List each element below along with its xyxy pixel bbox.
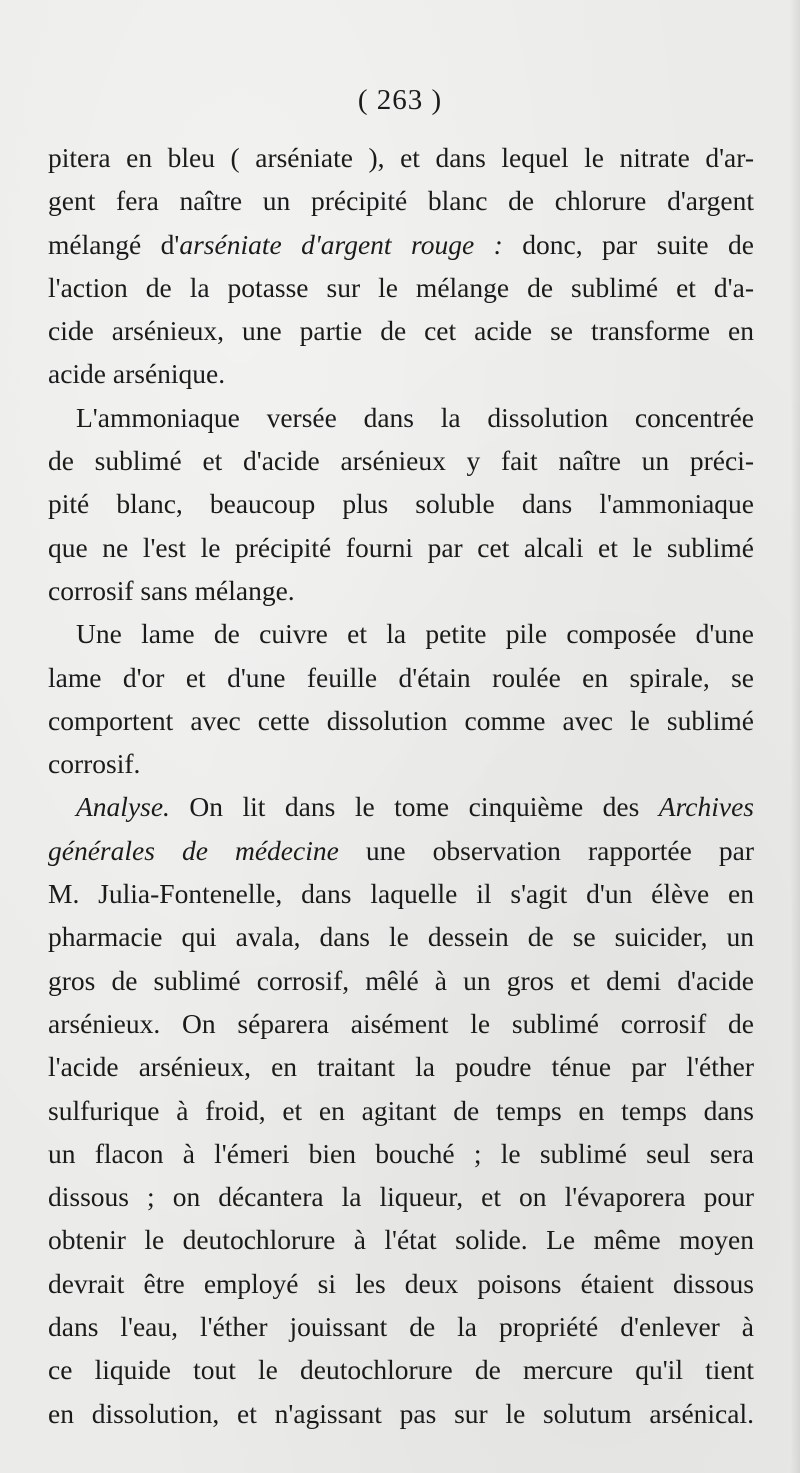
- text-line: [48, 482, 754, 525]
- text-segment: Une lame de cuivre et la petite pile composée d'une: [76, 618, 754, 650]
- text-segment: que ne l'est le précipité fourni par cet alcali et le sublimé: [48, 531, 754, 563]
- text-segment: gros de sublimé corrosif, mêlé à un gros et demi d'acide: [48, 964, 754, 996]
- text-segment: sulfurique à froid, et en agitant de temps en temps dans: [48, 1094, 754, 1126]
- text-line: [48, 872, 754, 915]
- text-segment: On lit dans le tome cinquième des: [169, 791, 659, 823]
- text-line: [48, 1175, 754, 1218]
- text-segment: une observation rapportée par: [338, 834, 754, 866]
- text-line: [48, 223, 754, 266]
- text-line: [48, 396, 754, 439]
- text-line: [48, 1045, 754, 1088]
- text-segment: donc, par suite de: [502, 228, 754, 260]
- text-line: [48, 1002, 754, 1045]
- text-line: [48, 829, 754, 872]
- text-line: [48, 266, 754, 309]
- text-line: [48, 959, 754, 1002]
- text-line: [48, 699, 754, 742]
- text-segment: un flacon à l'émeri bien bouché ; le sublimé seul sera: [48, 1137, 754, 1169]
- text-segment: pité blanc, beaucoup plus soluble dans l'ammoniaque: [48, 488, 754, 520]
- text-segment: l'action de la potasse sur le mélange de sublimé et d'a-: [48, 271, 754, 303]
- text-line: [48, 569, 754, 612]
- text-line: [48, 1348, 754, 1391]
- text-line: [48, 785, 754, 828]
- text-line: [48, 179, 754, 222]
- text-segment: acide arsénique.: [48, 358, 226, 390]
- italic-text: arséniate d'argent rouge :: [179, 228, 503, 260]
- body-text: [48, 136, 754, 1435]
- text-line: [48, 1132, 754, 1175]
- text-segment: mélangé d': [48, 228, 180, 260]
- text-segment: pharmacie qui avala, dans le dessein de se suicider, un: [48, 921, 754, 953]
- text-segment: dans l'eau, l'éther jouissant de la propriété d'enlever à: [48, 1311, 754, 1343]
- text-segment: pitera en bleu ( arséniate ), et dans lequel le nitrate d'ar-: [48, 142, 754, 173]
- text-line: [48, 1089, 754, 1132]
- text-segment: corrosif sans mélange.: [48, 574, 295, 606]
- italic-text: Archives: [658, 791, 754, 823]
- text-segment: dissous ; on décantera la liqueur, et on l'évaporera pour: [48, 1181, 754, 1213]
- text-segment: l'acide arsénieux, en traitant la poudre ténue par l'éther: [48, 1051, 754, 1083]
- text-segment: lame d'or et d'une feuille d'étain roulée en spirale, se: [48, 661, 754, 693]
- text-line: [48, 612, 754, 655]
- text-line: [48, 526, 754, 569]
- italic-text: Analyse.: [76, 791, 170, 823]
- text-line: [48, 915, 754, 958]
- text-line: [48, 1262, 754, 1305]
- text-line: [48, 742, 754, 785]
- text-line: [48, 309, 754, 352]
- italic-text: générales de médecine: [48, 834, 339, 866]
- text-segment: corrosif.: [48, 748, 141, 780]
- text-segment: ce liquide tout le deutochlorure de mercure qu'il tient: [48, 1354, 754, 1386]
- text-line: [48, 656, 754, 699]
- text-segment: cide arsénieux, une partie de cet acide se transforme en: [48, 315, 754, 347]
- page-number: ( 263 ): [357, 84, 443, 116]
- text-segment: devrait être employé si les deux poisons étaient dissous: [48, 1267, 754, 1299]
- text-segment: L'ammoniaque versée dans la dissolution concentrée: [76, 401, 754, 433]
- text-line: [48, 439, 754, 482]
- text-segment: de sublimé et d'acide arsénieux y fait naître un préci-: [48, 445, 754, 477]
- text-line: [48, 352, 754, 395]
- text-segment: obtenir le deutochlorure à l'état solide. Le même moyen: [48, 1224, 754, 1256]
- page-edge-shadow: [790, 0, 800, 1473]
- text-segment: en dissolution, et n'agissant pas sur le solutum arsénical.: [48, 1397, 754, 1429]
- text-line: [48, 1392, 754, 1435]
- text-line: [48, 1218, 754, 1261]
- text-segment: arsénieux. On séparera aisément le sublimé corrosif de: [48, 1007, 754, 1039]
- text-line: [48, 136, 754, 179]
- text-segment: gent fera naître un précipité blanc de chlorure d'argent: [48, 185, 754, 217]
- text-segment: comportent avec cette dissolution comme avec le sublimé: [48, 704, 754, 736]
- text-line: [48, 1305, 754, 1348]
- text-segment: M. Julia-Fontenelle, dans laquelle il s'agit d'un élève en: [48, 878, 754, 910]
